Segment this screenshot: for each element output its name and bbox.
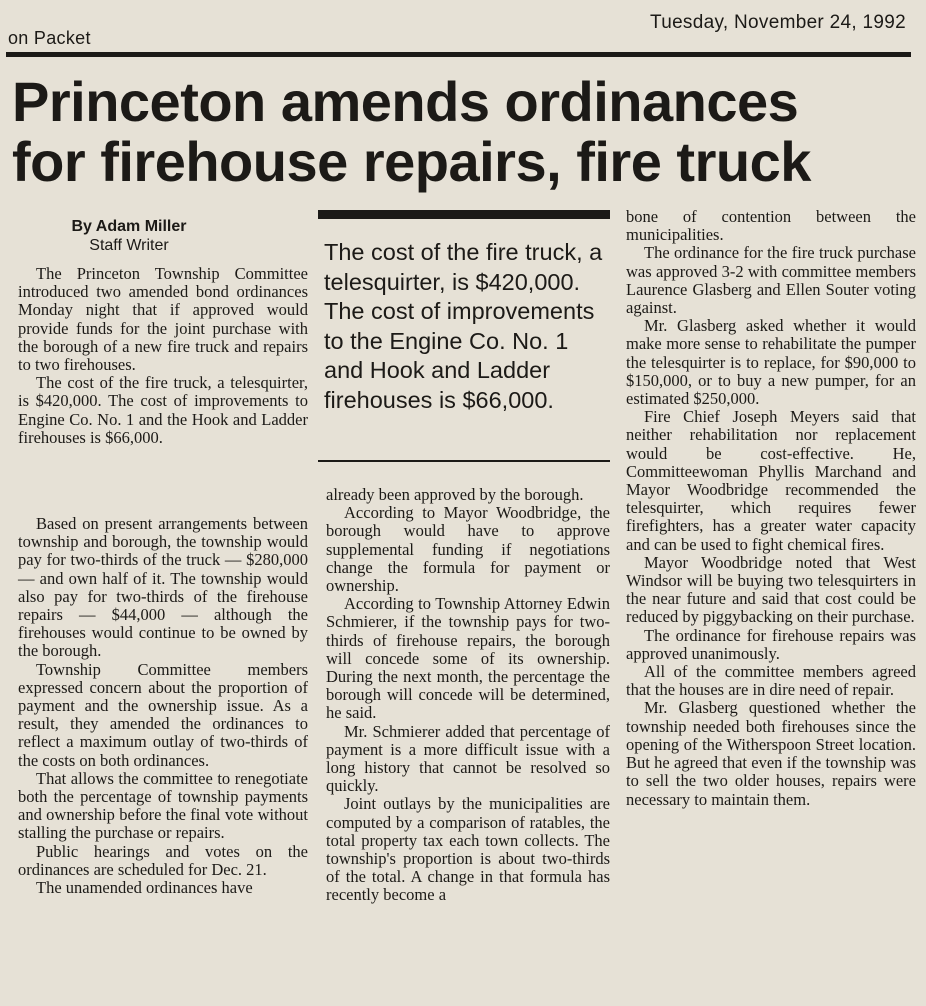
headline: [12, 72, 912, 192]
article-column-1-top: [18, 265, 308, 447]
paragraph: already been approved by the borough.: [326, 485, 584, 504]
paragraph: The unamended ordinances have: [36, 878, 253, 898]
paragraph: The ordinance for firehouse repairs was approved unanimously.: [626, 625, 916, 663]
byline: [18, 217, 240, 255]
paragraph: Mr. Schmierer added that percentage of payment is a more difficult issue with a long history that cannot be resolved so quickly.: [326, 721, 610, 796]
paragraph: Public hearings and votes on the ordinances are scheduled for Dec. 21.: [18, 841, 308, 879]
paragraph: The Princeton Township Committee introduced two amended bond ordinances Monday night that if approved would provide funds for the joint purchase with the borough of a new fire truck and repairs to two firehouses.: [18, 264, 308, 375]
newspaper-name: on Packet: [8, 28, 91, 48]
paragraph: The ordinance for the fire truck purchase was approved 3-2 with committee members Laurence Glasberg and Ellen Souter voting against.: [626, 243, 916, 318]
article-column-3: [626, 208, 916, 809]
paragraph: According to Township Attorney Edwin Schmierer, if the township pays for two-thirds of firehouse repairs, the borough will concede some of its ownership. During the next month, the percentage the borough will concede will be determined, he said.: [326, 594, 610, 723]
headline-line-2: for firehouse repairs, fire truck: [12, 130, 811, 193]
byline-role: Staff Writer: [89, 237, 169, 254]
paragraph: Joint outlays by the municipalities are computed by a comparison of ratables, the total property tax each town collects. The township's proportion is about two-thirds of the total. A change in that formula has recently become a: [326, 794, 610, 905]
pull-quote-rule-top: [318, 210, 610, 219]
masthead-rule: [6, 52, 911, 57]
paragraph: Mayor Woodbridge noted that West Windsor will be buying two telesquirters in the near future and said that cost could be reduced by piggybacking on their purchase.: [626, 552, 916, 627]
pull-quote-rule-bottom: [318, 460, 610, 462]
byline-author: By Adam Miller: [71, 218, 187, 235]
paragraph: According to Mayor Woodbridge, the borough would have to approve supplemental funding if negotiations change the formula for payment or ownership.: [326, 503, 610, 596]
publication-date: Tuesday, November 24, 1992: [650, 12, 906, 33]
article-column-2: [326, 486, 610, 905]
paragraph: Mr. Glasberg asked whether it would make more sense to rehabilitate the pumper the telesquirter is to replace, for $90,000 to $150,000, or to buy a new pumper, for an estimated $250,000.: [626, 316, 916, 409]
article-column-1-bottom: [18, 515, 308, 897]
paragraph: Based on present arrangements between township and borough, the township would pay for two-thirds of the truck — $280,000 — and own half of it. The township would also pay for two-thirds of the firehouse repairs — $44,000 — although the firehouses would continue to be owned by the borough.: [18, 514, 308, 661]
headline-line-1: Princeton amends ordinances: [12, 70, 799, 133]
paragraph: The cost of the fire truck, a telesquirter, is $420,000. The cost of improvements to Engine Co. No. 1 and the Hook and Ladder firehouses is $66,000.: [18, 373, 308, 447]
paragraph: All of the committee members agreed that the houses are in dire need of repair.: [626, 662, 916, 700]
paragraph: Township Committee members expressed concern about the proportion of payment and the ownership issue. As a result, they amended the ordinances to reflect a maximum outlay of two-thirds of the costs on both ordinances.: [18, 659, 308, 770]
paragraph: Mr. Glasberg questioned whether the township needed both firehouses since the opening of the Witherspoon Street location. But he agreed that even if the township was to sell the two older houses, repairs were necessary to maintain them.: [626, 698, 916, 809]
pull-quote: The cost of the fire truck, a telesquirter, is $420,000. The cost of improvements to the Engine Co. No. 1 and Hook and Ladder firehouses is $66,000.: [324, 239, 603, 413]
paragraph: bone of contention between the municipalities.: [626, 207, 916, 245]
paragraph: That allows the committee to renegotiate both the percentage of township payments and ownership before the final vote without stalling the purchase or repairs.: [18, 768, 308, 843]
paragraph: Fire Chief Joseph Meyers said that neither rehabilitation nor replacement would be cost-effective. He, Committeewoman Phyllis Marchand and Mayor Woodbridge recommended the telesquirter, which requires fewer firefighters, has a greater water capacity and can be used to fight chemical fires.: [626, 407, 916, 554]
